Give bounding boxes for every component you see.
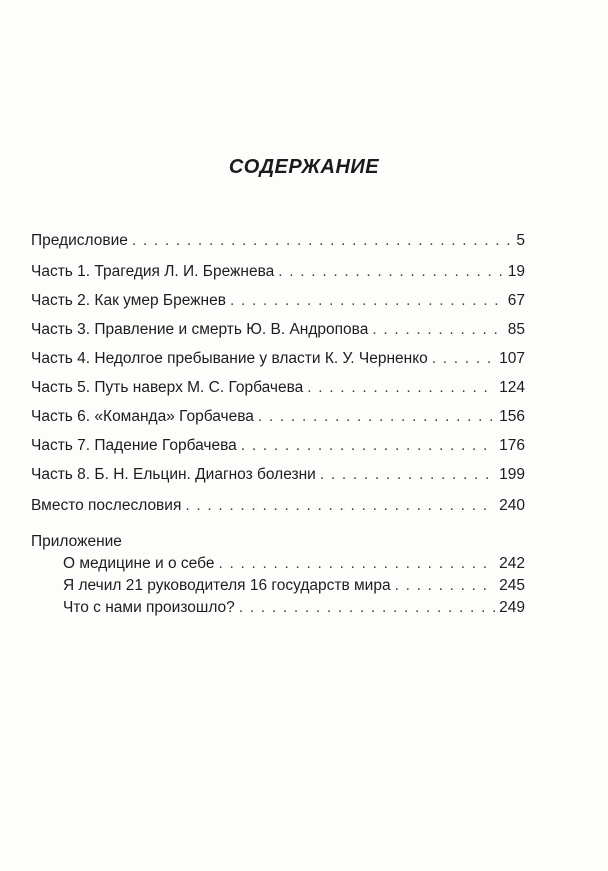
toc-entry-page: 240 [499,497,525,514]
toc-entry-page: 176 [499,437,525,454]
dot-leader [395,576,496,596]
toc-appendix-entries [31,554,525,618]
toc-entry-page: 242 [499,555,525,572]
toc-entry-part-7 [31,436,525,456]
toc-entry-page: 107 [499,350,525,367]
toc-entry-label: Часть 2. Как умер Брежнев [31,292,226,309]
dot-leader [241,436,495,456]
dot-leader [307,378,495,398]
toc-entry-label: Часть 7. Падение Горбачева [31,437,237,454]
toc-entry-page: 67 [507,292,525,309]
toc-entry-page: 156 [499,408,525,425]
dot-leader [230,291,504,311]
page-title: СОДЕРЖАНИЕ [228,156,380,178]
toc-appendix-entry-what-happened [63,598,525,618]
toc-entry-part-2 [31,291,525,311]
dot-leader [278,262,503,282]
toc-entry-label: Часть 4. Недолгое пребывание у власти К. У. Черненко [31,350,428,367]
toc-appendix-entry-medicine [63,554,525,574]
toc-entry-label: Вместо послесловия [31,497,182,514]
toc-entry-page: 245 [499,577,525,594]
toc-entry-label: Часть 1. Трагедия Л. И. Брежнева [31,263,275,280]
toc-entry-part-8 [31,465,525,485]
toc-entry-page: 199 [499,466,525,483]
toc-entry-part-3 [31,320,525,340]
toc-entry-page: 85 [507,321,525,338]
toc-appendix-heading: Приложение [31,533,122,550]
toc-entry-label: Часть 8. Б. Н. Ельцин. Диагноз болезни [31,466,316,483]
dot-leader [132,231,513,251]
toc-entry-part-1 [31,262,525,282]
dot-leader [372,320,503,340]
toc-entry-label: Я лечил 21 руководителя 16 государств мира [63,577,391,594]
toc-entry-part-6 [31,407,525,427]
toc-entry-page: 5 [516,232,525,249]
toc-entry-label: Часть 5. Путь наверх М. С. Горбачева [31,379,304,396]
toc-entry-label: Предисловие [31,232,128,249]
toc-entry-preface [31,231,525,251]
dot-leader [432,349,495,369]
toc-entry-label: Часть 3. Правление и смерть Ю. В. Андропова [31,321,369,338]
toc-entry-page: 249 [499,599,525,616]
toc-entry-part-5 [31,378,525,398]
toc-entry-part-4 [31,349,525,369]
dot-leader [185,496,495,516]
table-of-contents [31,231,525,618]
dot-leader [320,465,495,485]
toc-entry-label: Часть 6. «Команда» Горбачева [31,408,254,425]
dot-leader [218,554,495,574]
dot-leader [258,407,495,427]
toc-entry-label: Что с нами произошло? [63,599,235,616]
toc-entry-label: О медицине и о себе [63,555,215,572]
toc-appendix-entry-leaders [63,576,525,596]
dot-leader [239,598,495,618]
toc-entry-page: 124 [499,379,525,396]
toc-entry-page: 19 [507,263,525,280]
toc-entry-afterword [31,496,525,516]
